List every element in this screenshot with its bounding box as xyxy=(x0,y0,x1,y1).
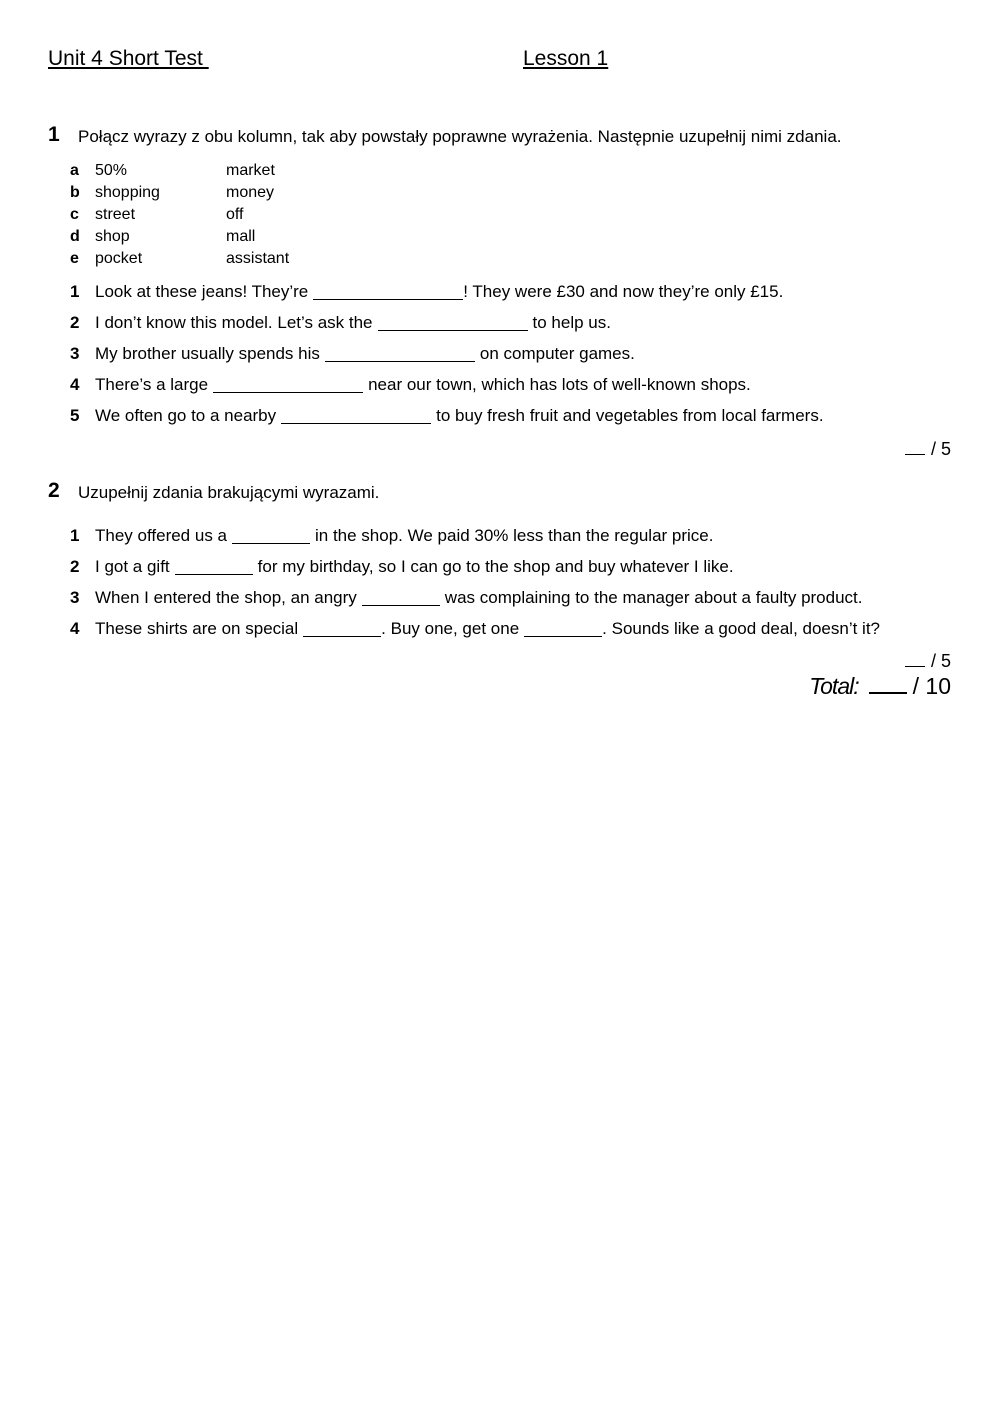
sentence-item xyxy=(70,613,880,644)
sentence-text-after: near our town, which has lots of well-known shops. xyxy=(368,374,751,394)
matching-row xyxy=(70,160,289,182)
lesson-title: Lesson 1 xyxy=(523,47,609,70)
sentence-number: 2 xyxy=(70,556,80,576)
matching-letter: b xyxy=(70,184,80,201)
score-blank[interactable] xyxy=(905,651,925,667)
matching-right-word: market xyxy=(226,162,275,179)
sentence-text-before: I don’t know this model. Let’s ask the xyxy=(95,312,373,332)
matching-left-word: pocket xyxy=(95,250,143,267)
sentence-text-before: My brother usually spends his xyxy=(95,343,320,363)
matching-letter: c xyxy=(70,206,79,223)
exercise-2-sentences xyxy=(70,520,880,644)
sentence-text-after: for my birthday, so I can go to the shop and buy whatever I like. xyxy=(257,556,734,576)
sentence-item xyxy=(70,307,824,338)
total-score xyxy=(809,673,951,700)
total-score-blank[interactable] xyxy=(869,674,907,694)
answer-blank[interactable] xyxy=(281,407,431,424)
answer-blank[interactable] xyxy=(378,314,528,331)
sentence-text-after: . Sounds like a good deal, doesn’t it? xyxy=(602,618,881,638)
exercise-2-instruction: Uzupełnij zdania brakującymi wyrazami. xyxy=(78,483,380,502)
sentence-item xyxy=(70,276,824,307)
matching-letter: e xyxy=(70,250,79,267)
sentence-text-before: When I entered the shop, an angry xyxy=(95,587,357,607)
score-blank[interactable] xyxy=(905,439,925,455)
sentence-item xyxy=(70,400,824,431)
total-label: Total: xyxy=(809,673,859,699)
sentence-number: 3 xyxy=(70,343,80,363)
sentence-number: 1 xyxy=(70,281,80,301)
sentence-text-before: These shirts are on special xyxy=(95,618,299,638)
answer-blank[interactable] xyxy=(524,620,602,637)
sentence-text-before: We often go to a nearby xyxy=(95,405,277,425)
sentence-text-before: Look at these jeans! They’re xyxy=(95,281,309,301)
matching-right-word: assistant xyxy=(226,250,290,267)
score-max: / 5 xyxy=(930,651,951,671)
exercise-1-number: 1 xyxy=(48,123,60,146)
matching-letter: a xyxy=(70,162,79,179)
matching-right-word: off xyxy=(226,206,244,223)
answer-blank[interactable] xyxy=(362,589,440,606)
sentence-item xyxy=(70,520,880,551)
sentence-text-middle: . Buy one, get one xyxy=(381,618,520,638)
exercise-2-number: 2 xyxy=(48,479,60,502)
sentence-number: 5 xyxy=(70,405,80,425)
matching-row xyxy=(70,204,289,226)
sentence-text-after: on computer games. xyxy=(479,343,635,363)
sentence-number: 3 xyxy=(70,587,80,607)
sentence-text-after: in the shop. We paid 30% less than the regular price. xyxy=(315,525,714,545)
answer-blank[interactable] xyxy=(175,558,253,575)
matching-letter: d xyxy=(70,228,80,245)
matching-row xyxy=(70,248,289,270)
matching-right-word: mall xyxy=(226,228,256,245)
exercise-1-instruction: Połącz wyrazy z obu kolumn, tak aby powstały poprawne wyrażenia. Następnie uzupełnij nimi zdania. xyxy=(78,127,842,146)
exercise-2-score xyxy=(905,651,951,672)
sentence-text-after: to buy fresh fruit and vegetables from local farmers. xyxy=(436,405,824,425)
matching-row xyxy=(70,226,289,248)
matching-right-word: money xyxy=(226,184,275,201)
answer-blank[interactable] xyxy=(232,527,310,544)
answer-blank[interactable] xyxy=(303,620,381,637)
sentence-item xyxy=(70,582,880,613)
score-max: / 5 xyxy=(930,439,951,459)
sentence-item xyxy=(70,551,880,582)
matching-left-word: 50% xyxy=(95,162,128,179)
sentence-item xyxy=(70,338,824,369)
sentence-text-after: ! They were £30 and now they’re only £15. xyxy=(463,281,784,301)
matching-left-word: shop xyxy=(95,228,130,245)
answer-blank[interactable] xyxy=(313,283,463,300)
sentence-number: 1 xyxy=(70,525,80,545)
answer-blank[interactable] xyxy=(213,376,363,393)
sentence-text-after: was complaining to the manager about a faulty product. xyxy=(444,587,863,607)
total-max: / 10 xyxy=(912,673,951,699)
sentence-number: 2 xyxy=(70,312,80,332)
matching-row xyxy=(70,182,289,204)
matching-left-word: shopping xyxy=(95,184,160,201)
matching-left-word: street xyxy=(95,206,136,223)
sentence-text-after: to help us. xyxy=(532,312,611,332)
exercise-1-sentences xyxy=(70,276,824,431)
sentence-number: 4 xyxy=(70,618,80,638)
test-title: Unit 4 Short Test xyxy=(48,47,209,70)
matching-columns xyxy=(70,160,289,270)
exercise-1-score xyxy=(905,439,951,460)
sentence-text-before: They offered us a xyxy=(95,525,227,545)
sentence-item xyxy=(70,369,824,400)
answer-blank[interactable] xyxy=(325,345,475,362)
sentence-number: 4 xyxy=(70,374,80,394)
sentence-text-before: I got a gift xyxy=(95,556,170,576)
sentence-text-before: There’s a large xyxy=(95,374,209,394)
